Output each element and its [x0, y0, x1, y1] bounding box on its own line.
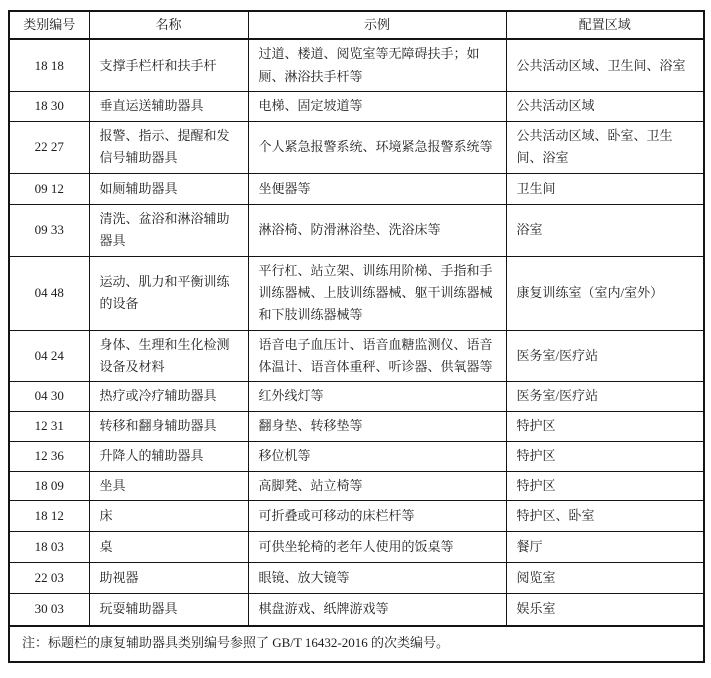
cell-example: 棋盘游戏、纸牌游戏等	[248, 594, 506, 626]
table-row	[9, 92, 704, 122]
cell-area: 公共活动区域、卧室、卫生间、浴室	[506, 122, 704, 174]
cell-example: 眼镜、放大镜等	[248, 563, 506, 594]
table-row	[9, 532, 704, 563]
header-area: 配置区域	[506, 11, 704, 39]
table-row	[9, 441, 704, 471]
cell-example: 语音电子血压计、语音血糖监测仪、语音体温计、语音体重秤、听诊器、供氧器等	[248, 330, 506, 382]
table-row	[9, 256, 704, 330]
table-row	[9, 39, 704, 91]
cell-name: 垂直运送辅助器具	[89, 92, 248, 122]
cell-category-code: 09 33	[9, 204, 89, 256]
header-name: 名称	[89, 11, 248, 39]
cell-category-code: 09 12	[9, 173, 89, 204]
cell-name: 坐具	[89, 471, 248, 500]
cell-name: 床	[89, 501, 248, 532]
table-note: 注：标题栏的康复辅助器具类别编号参照了 GB/T 16432-2016 的次类编号。	[9, 626, 704, 662]
cell-example: 红外线灯等	[248, 382, 506, 411]
table-row	[9, 122, 704, 174]
cell-example: 高脚凳、站立椅等	[248, 471, 506, 500]
table-row	[9, 411, 704, 441]
cell-example: 可折叠或可移动的床栏杆等	[248, 501, 506, 532]
cell-area: 医务室/医疗站	[506, 382, 704, 411]
cell-category-code: 12 31	[9, 411, 89, 441]
cell-category-code: 04 30	[9, 382, 89, 411]
cell-example: 电梯、固定坡道等	[248, 92, 506, 122]
cell-category-code: 04 24	[9, 330, 89, 382]
table-row	[9, 594, 704, 626]
cell-name: 桌	[89, 532, 248, 563]
cell-example: 个人紧急报警系统、环境紧急报警系统等	[248, 122, 506, 174]
cell-area: 康复训练室（室内/室外）	[506, 256, 704, 330]
cell-area: 阅览室	[506, 563, 704, 594]
cell-area: 特护区	[506, 471, 704, 500]
cell-name: 如厕辅助器具	[89, 173, 248, 204]
cell-name: 转移和翻身辅助器具	[89, 411, 248, 441]
cell-area: 特护区、卧室	[506, 501, 704, 532]
table-header-row	[9, 11, 704, 39]
table-row	[9, 330, 704, 382]
table-row	[9, 173, 704, 204]
cell-category-code: 22 27	[9, 122, 89, 174]
cell-name: 运动、肌力和平衡训练的设备	[89, 256, 248, 330]
header-example: 示例	[248, 11, 506, 39]
cell-name: 玩耍辅助器具	[89, 594, 248, 626]
cell-example: 翻身垫、转移垫等	[248, 411, 506, 441]
header-category-code: 类别编号	[9, 11, 89, 39]
cell-category-code: 18 09	[9, 471, 89, 500]
cell-name: 清洗、盆浴和淋浴辅助器具	[89, 204, 248, 256]
cell-name: 升降人的辅助器具	[89, 441, 248, 471]
cell-name: 报警、指示、提醒和发信号辅助器具	[89, 122, 248, 174]
cell-area: 特护区	[506, 441, 704, 471]
table-body	[9, 39, 704, 625]
table-row	[9, 471, 704, 500]
cell-category-code: 12 36	[9, 441, 89, 471]
cell-example: 过道、楼道、阅览室等无障碍扶手；如厕、淋浴扶手杆等	[248, 39, 506, 91]
cell-category-code: 22 03	[9, 563, 89, 594]
cell-area: 浴室	[506, 204, 704, 256]
cell-area: 公共活动区域	[506, 92, 704, 122]
cell-example: 坐便器等	[248, 173, 506, 204]
cell-area: 卫生间	[506, 173, 704, 204]
cell-area: 特护区	[506, 411, 704, 441]
cell-area: 餐厅	[506, 532, 704, 563]
cell-name: 助视器	[89, 563, 248, 594]
cell-area: 公共活动区域、卫生间、浴室	[506, 39, 704, 91]
assistive-device-category-table	[8, 10, 705, 663]
cell-category-code: 18 30	[9, 92, 89, 122]
cell-name: 热疗或冷疗辅助器具	[89, 382, 248, 411]
cell-example: 平行杠、站立架、训练用阶梯、手指和手训练器械、上肢训练器械、躯干训练器械和下肢训练器械等	[248, 256, 506, 330]
table-row	[9, 501, 704, 532]
table-row	[9, 204, 704, 256]
cell-example: 淋浴椅、防滑淋浴垫、洗浴床等	[248, 204, 506, 256]
table-footer	[9, 626, 704, 662]
cell-category-code: 18 03	[9, 532, 89, 563]
cell-area: 医务室/医疗站	[506, 330, 704, 382]
cell-example: 可供坐轮椅的老年人使用的饭桌等	[248, 532, 506, 563]
cell-category-code: 30 03	[9, 594, 89, 626]
cell-name: 支撑手栏杆和扶手杆	[89, 39, 248, 91]
cell-category-code: 18 18	[9, 39, 89, 91]
note-row	[9, 626, 704, 662]
table-row	[9, 563, 704, 594]
cell-example: 移位机等	[248, 441, 506, 471]
table-row	[9, 382, 704, 411]
cell-area: 娱乐室	[506, 594, 704, 626]
cell-name: 身体、生理和生化检测设备及材料	[89, 330, 248, 382]
cell-category-code: 18 12	[9, 501, 89, 532]
cell-category-code: 04 48	[9, 256, 89, 330]
